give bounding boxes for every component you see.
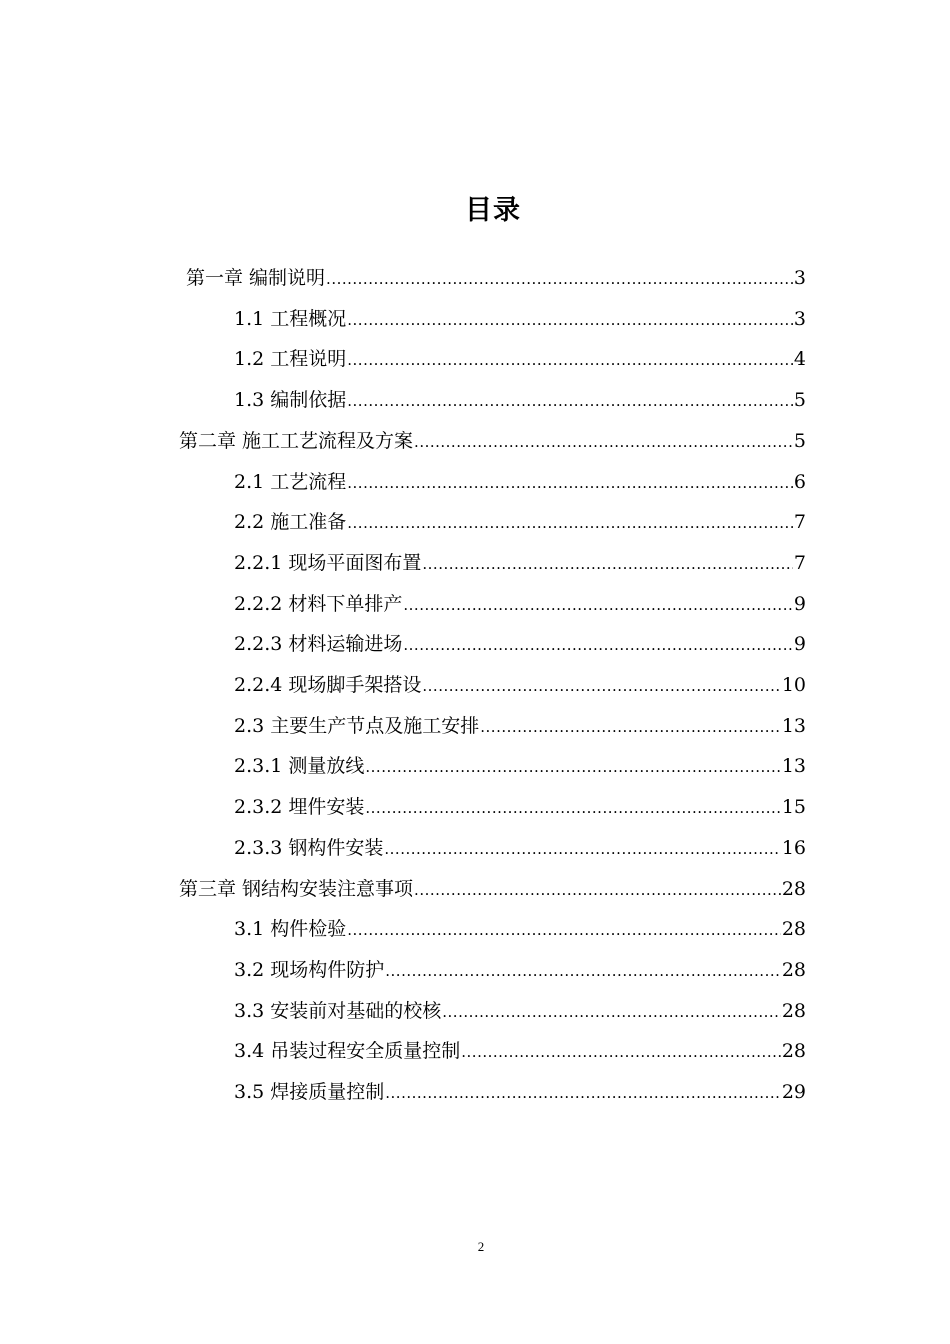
toc-leader-dots — [414, 422, 793, 462]
toc-entry-label: 3.4 吊装过程安全质量控制 — [234, 1040, 461, 1062]
page-title: 目录 — [465, 195, 521, 226]
toc-leader-dots — [384, 829, 780, 869]
toc-entry-label: 3.1 构件检验 — [234, 918, 347, 940]
toc-entry-page: 16 — [781, 837, 806, 859]
toc-entry-label: 2.2.1 现场平面图布置 — [234, 552, 422, 574]
toc-leader-dots — [385, 1073, 781, 1113]
toc-leader-dots — [347, 463, 793, 503]
toc-entry[interactable] — [234, 502, 806, 542]
toc-entry-page: 7 — [793, 552, 806, 574]
toc-entry[interactable] — [234, 462, 806, 502]
toc-entry-page: 28 — [781, 918, 806, 940]
toc-entry-page: 28 — [781, 1000, 806, 1022]
toc-entry-label: 第二章 施工工艺流程及方案 — [179, 430, 414, 452]
toc-entry-page: 4 — [793, 348, 806, 370]
toc-entry-label: 1.3 编制依据 — [234, 389, 347, 411]
toc-leader-dots — [414, 870, 781, 910]
toc-entry-label: 2.3.1 测量放线 — [234, 755, 365, 777]
toc-entry-label: 2.3 主要生产节点及施工安排 — [234, 715, 480, 737]
toc-leader-dots — [461, 1032, 781, 1072]
toc-entry[interactable] — [234, 339, 806, 379]
toc-entry-page: 28 — [781, 878, 806, 900]
toc-leader-dots — [347, 300, 793, 340]
toc-entry-page: 13 — [781, 715, 806, 737]
toc-leader-dots — [347, 381, 793, 421]
toc-entry-page: 15 — [781, 796, 806, 818]
toc-leader-dots — [403, 625, 793, 665]
toc-leader-dots — [385, 951, 781, 991]
toc-entry-page: 3 — [793, 308, 806, 330]
toc-entry[interactable] — [234, 909, 806, 949]
toc-leader-dots — [422, 666, 780, 706]
toc-entry[interactable] — [234, 665, 806, 705]
toc-entry-page: 5 — [793, 389, 806, 411]
toc-entry[interactable] — [234, 624, 806, 664]
toc-entry[interactable] — [186, 258, 806, 298]
toc-entry-label: 2.3.3 钢构件安装 — [234, 837, 384, 859]
page-number: 2 — [477, 1239, 485, 1254]
toc-leader-dots — [365, 747, 780, 787]
toc-entry[interactable] — [234, 746, 806, 786]
toc-entry-page: 28 — [781, 959, 806, 981]
toc-entry-page: 29 — [781, 1081, 806, 1103]
toc-entry-page: 5 — [793, 430, 806, 452]
toc-entry-page: 7 — [793, 511, 806, 533]
toc-entry[interactable] — [234, 543, 806, 583]
toc-entry[interactable] — [234, 950, 806, 990]
toc-leader-dots — [403, 585, 793, 625]
toc-entry-label: 3.2 现场构件防护 — [234, 959, 385, 981]
toc-entry-label: 3.3 安装前对基础的校核 — [234, 1000, 442, 1022]
toc-leader-dots — [347, 503, 793, 543]
toc-entry-label: 2.2 施工准备 — [234, 511, 347, 533]
toc-leader-dots — [480, 707, 781, 747]
toc-entry[interactable] — [234, 828, 806, 868]
toc-leader-dots — [422, 544, 793, 584]
toc-leader-dots — [347, 340, 793, 380]
toc-entry-page: 6 — [793, 471, 806, 493]
toc-entry-label: 3.5 焊接质量控制 — [234, 1081, 385, 1103]
toc-entry-page: 13 — [781, 755, 806, 777]
toc-leader-dots — [442, 992, 781, 1032]
toc-entry[interactable] — [234, 299, 806, 339]
toc-entry[interactable] — [234, 1031, 806, 1071]
toc-entry-page: 28 — [781, 1040, 806, 1062]
toc-entry-label: 2.2.3 材料运输进场 — [234, 633, 403, 655]
toc-entry-label: 第三章 钢结构安装注意事项 — [179, 878, 414, 900]
toc-entry[interactable] — [234, 380, 806, 420]
toc-entry-label: 1.2 工程说明 — [234, 348, 347, 370]
toc-entry[interactable] — [179, 869, 806, 909]
toc-entry-page: 3 — [793, 267, 806, 289]
toc-entry-label: 1.1 工程概况 — [234, 308, 347, 330]
toc-leader-dots — [347, 910, 781, 950]
toc-entry-label: 2.3.2 埋件安装 — [234, 796, 365, 818]
toc-entry-label: 2.2.4 现场脚手架搭设 — [234, 674, 422, 696]
toc-entry-label: 第一章 编制说明 — [186, 267, 326, 289]
toc-entry-page: 10 — [781, 674, 806, 696]
toc-entry[interactable] — [234, 706, 806, 746]
toc-leader-dots — [326, 259, 793, 299]
toc-entry[interactable] — [179, 421, 806, 461]
toc-entry-label: 2.1 工艺流程 — [234, 471, 347, 493]
toc-entry-page: 9 — [793, 593, 806, 615]
toc-entry-page: 9 — [793, 633, 806, 655]
toc-entry[interactable] — [234, 1072, 806, 1112]
toc-entry[interactable] — [234, 584, 806, 624]
toc-entry-label: 2.2.2 材料下单排产 — [234, 593, 403, 615]
toc-entry[interactable] — [234, 787, 806, 827]
toc-leader-dots — [365, 788, 780, 828]
toc-entry[interactable] — [234, 991, 806, 1031]
